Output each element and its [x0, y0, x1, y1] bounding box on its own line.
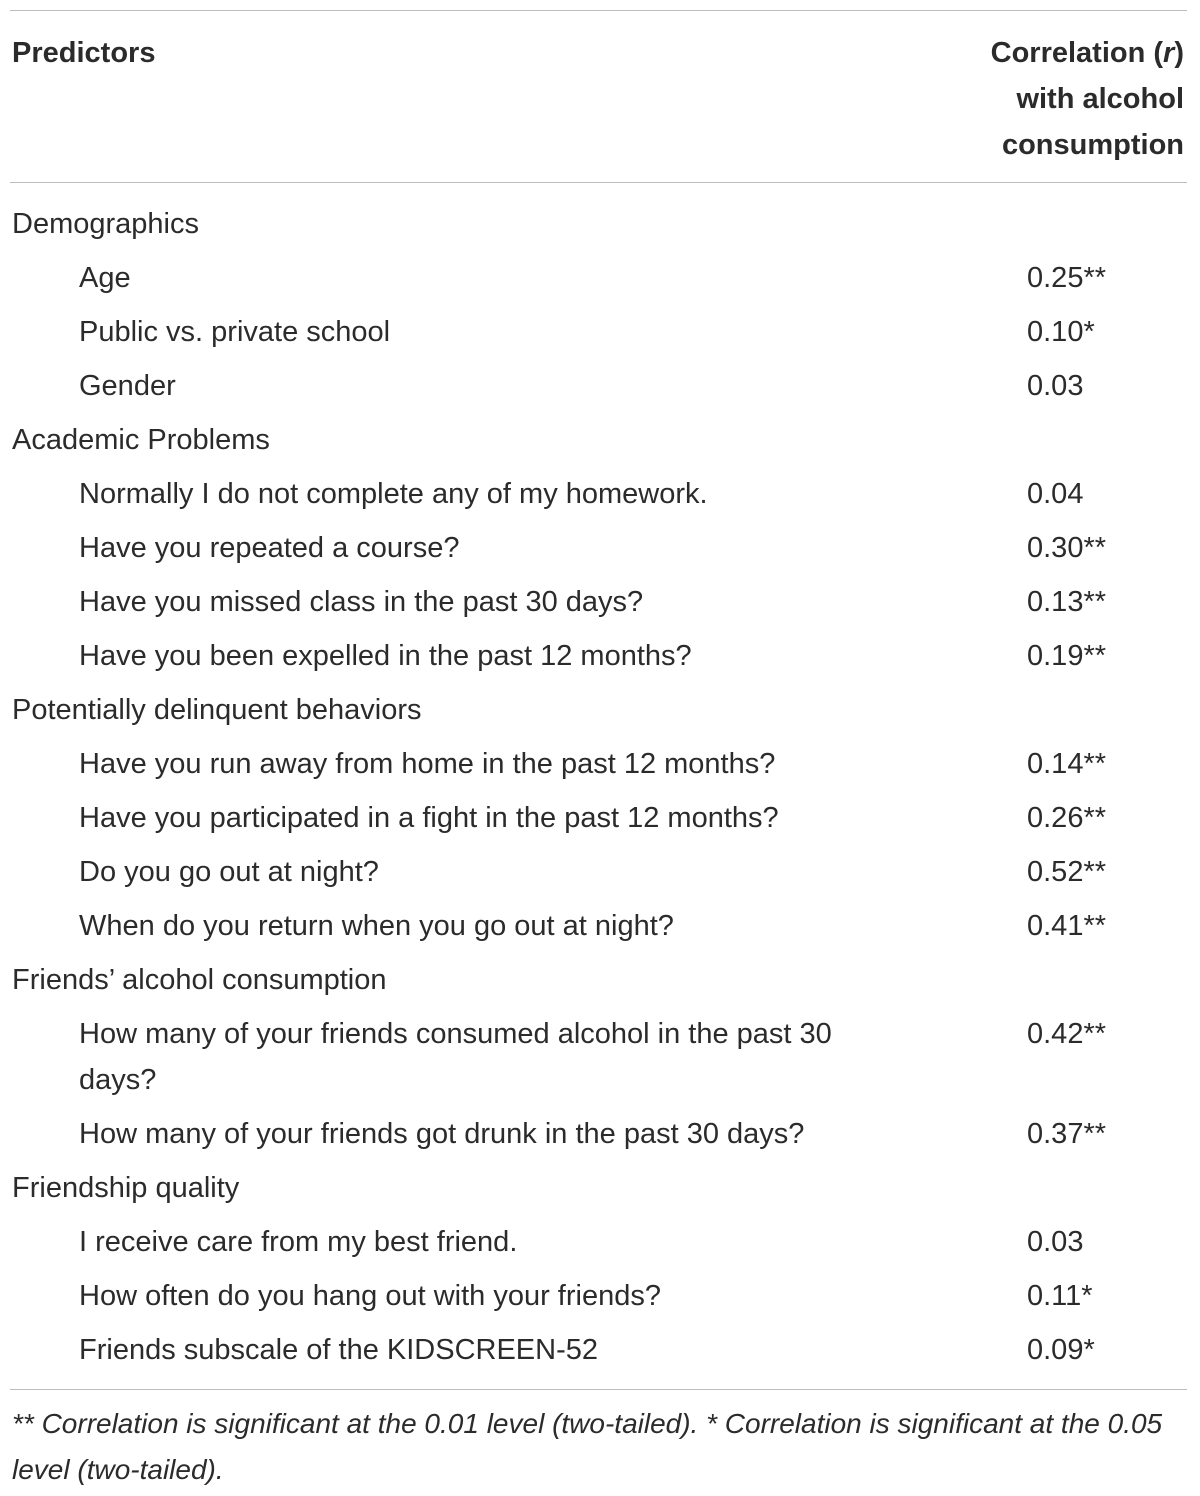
predictor-label: Age	[79, 262, 131, 294]
table-row	[0, 359, 1200, 413]
table-row	[0, 1269, 1200, 1323]
header-predictors: Predictors	[12, 37, 156, 69]
predictor-label: Have you participated in a fight in the past 12 months?	[79, 802, 779, 834]
table-row	[0, 737, 1200, 791]
predictor-label: Have you run away from home in the past 12 months?	[79, 748, 776, 780]
predictor-label: How often do you hang out with your friends?	[79, 1280, 661, 1312]
table-row	[0, 629, 1200, 683]
correlation-value: 0.52**	[1027, 856, 1107, 888]
table-row	[0, 521, 1200, 575]
correlation-value: 0.13**	[1027, 586, 1107, 618]
predictor-label: Have you missed class in the past 30 days?	[79, 586, 644, 618]
predictor-label: How many of your friends got drunk in the past 30 days?	[79, 1118, 805, 1150]
table-row	[0, 251, 1200, 305]
correlation-value: 0.30**	[1027, 532, 1107, 564]
category-row: Potentially delinquent behaviors	[12, 694, 422, 726]
predictor-label: Friends subscale of the KIDSCREEN-52	[79, 1334, 598, 1366]
header-correlation-line1	[924, 30, 1184, 76]
category-row: Academic Problems	[12, 424, 270, 456]
header-correlation-paren: )	[1174, 37, 1184, 69]
footnote: ** Correlation is significant at the 0.01 level (two-tailed). * Correlation is significant at the 0.05 level (two-tailed).	[12, 1408, 1163, 1485]
bottom-rule	[10, 1389, 1187, 1390]
correlation-value: 0.10*	[1027, 316, 1095, 348]
correlation-value: 0.14**	[1027, 748, 1107, 780]
predictor-label: I receive care from my best friend.	[79, 1226, 518, 1258]
header-correlation-line2: with alcohol	[1016, 83, 1184, 115]
correlation-value: 0.11*	[1027, 1280, 1093, 1312]
category-row: Demographics	[12, 208, 199, 240]
table-body	[0, 197, 1200, 1377]
correlation-value: 0.41**	[1027, 910, 1107, 942]
predictor-label: When do you return when you go out at night?	[79, 910, 674, 942]
table-row	[0, 845, 1200, 899]
top-rule	[10, 10, 1187, 11]
predictor-label: How many of your friends consumed alcohol in the past 30 days?	[79, 1018, 832, 1096]
header-correlation-line3: consumption	[1001, 129, 1184, 161]
correlation-value: 0.03	[1027, 1226, 1084, 1258]
predictor-label: Normally I do not complete any of my homework.	[79, 478, 708, 510]
header-correlation	[924, 30, 1184, 168]
table-row	[0, 1007, 1200, 1107]
table-row	[0, 791, 1200, 845]
table-row	[0, 467, 1200, 521]
correlation-value: 0.09*	[1027, 1334, 1095, 1366]
correlation-value: 0.26**	[1027, 802, 1107, 834]
header-correlation-r: r	[1163, 37, 1175, 69]
predictor-label: Have you repeated a course?	[79, 532, 460, 564]
table-row	[0, 305, 1200, 359]
correlation-value: 0.25**	[1027, 262, 1107, 294]
correlation-value: 0.42**	[1027, 1018, 1107, 1050]
category-row: Friendship quality	[12, 1172, 240, 1204]
correlation-value: 0.37**	[1027, 1118, 1107, 1150]
table-row	[0, 1107, 1200, 1161]
predictor-label: Public vs. private school	[79, 316, 391, 348]
correlation-value: 0.03	[1027, 370, 1084, 402]
table-row	[0, 1215, 1200, 1269]
predictor-label: Do you go out at night?	[79, 856, 379, 888]
table-row	[0, 899, 1200, 953]
table-row	[0, 575, 1200, 629]
predictor-label: Gender	[79, 370, 176, 402]
correlation-value: 0.19**	[1027, 640, 1107, 672]
correlation-value: 0.04	[1027, 478, 1084, 510]
header-rule	[10, 182, 1187, 183]
table-row	[0, 1323, 1200, 1377]
category-row: Friends’ alcohol consumption	[12, 964, 387, 996]
predictor-label: Have you been expelled in the past 12 months?	[79, 640, 692, 672]
header-correlation-text: Correlation (	[990, 37, 1164, 69]
